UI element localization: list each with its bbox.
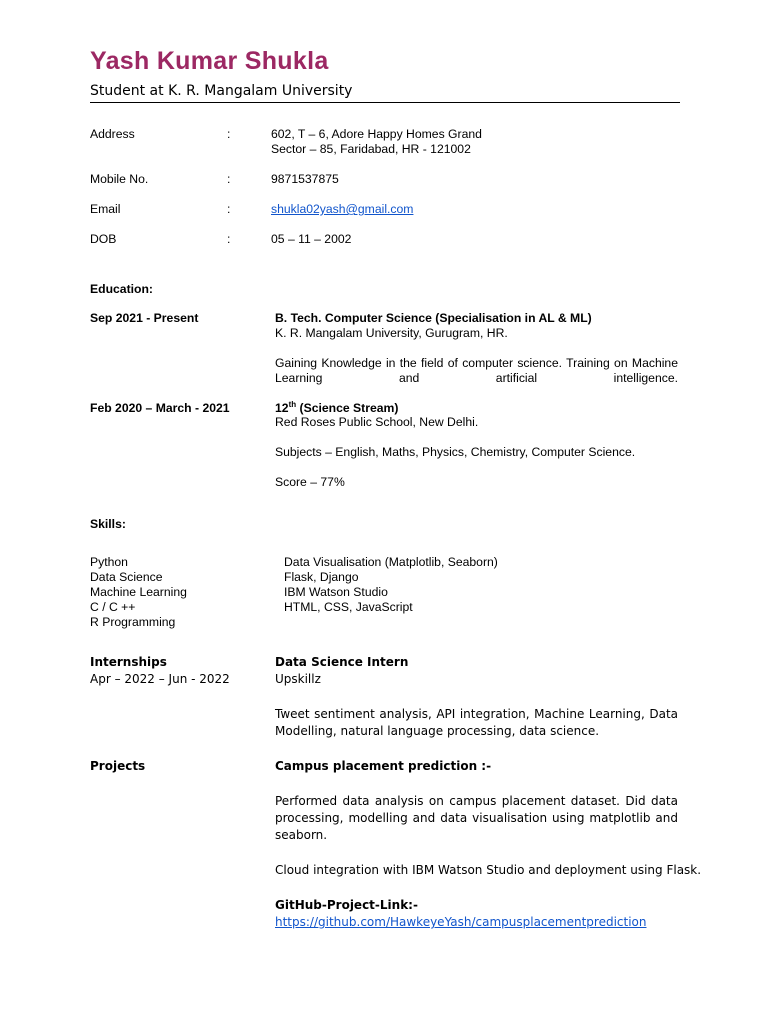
project-title: Campus placement prediction :- [275,759,492,773]
address-label: Address [90,127,135,141]
internship-company: Upskillz [275,672,321,686]
mobile-value: 9871537875 [271,172,339,186]
internship-role: Data Science Intern [275,655,409,669]
education-description-1: Gaining Knowledge in the field of computer science. Training on Machine Learning and artificial intelligence. [275,356,678,385]
project-cloud-note: Cloud integration with IBM Watson Studio and deployment using Flask. [275,863,702,877]
github-project-link[interactable]: https://github.com/HawkeyeYash/campusplacementprediction [275,915,647,929]
education-institution-1: K. R. Mangalam University, Gurugram, HR. [275,326,508,340]
skills-heading: Skills: [90,517,126,531]
skill-right-item: Data Visualisation (Matplotlib, Seaborn) [284,555,498,569]
address-colon: : [227,127,231,141]
address-line-1: 602, T – 6, Adore Happy Homes Grand [271,127,482,141]
skill-left-item: C / C ++ [90,600,136,614]
education-heading: Education: [90,282,153,296]
internship-description: Tweet sentiment analysis, API integration, Machine Learning, Data Modelling, natural language processing, data science. [275,707,678,738]
skill-left-item: Data Science [90,570,163,584]
superscript-th: th [288,399,297,409]
address-line-2: Sector – 85, Faridabad, HR - 121002 [271,142,471,156]
header-divider [90,102,680,103]
dob-colon: : [227,232,231,246]
education-title-1: B. Tech. Computer Science (Specialisation in AL & ML) [275,311,592,325]
dob-value: 05 – 11 – 2002 [271,232,352,246]
skill-left-item: Python [90,555,128,569]
skill-right-item: Flask, Django [284,570,359,584]
skill-right-item: IBM Watson Studio [284,585,388,599]
education-score: Score – 77% [275,475,345,489]
project-description: Performed data analysis on campus placement dataset. Did data processing, modelling and data visualisation using matplotlib and seaborn. [275,794,678,842]
education-subjects: Subjects – English, Maths, Physics, Chemistry, Computer Science. [275,445,636,459]
skill-right-item: HTML, CSS, JavaScript [284,600,413,614]
internship-period: Apr – 2022 – Jun - 2022 [90,672,230,686]
education-period-1: Sep 2021 - Present [90,311,199,325]
internships-heading: Internships [90,655,167,669]
mobile-colon: : [227,172,231,186]
education-title-2: 12th (Science Stream) [275,399,399,415]
candidate-name: Yash Kumar Shukla [90,47,329,75]
email-link[interactable]: shukla02yash@gmail.com [271,202,414,216]
email-label: Email [90,202,121,216]
candidate-subtitle: Student at K. R. Mangalam University [90,83,353,99]
mobile-label: Mobile No. [90,172,149,186]
education-period-2: Feb 2020 – March - 2021 [90,401,230,415]
dob-label: DOB [90,232,117,246]
project-link-label: GitHub-Project-Link:- [275,898,418,912]
email-colon: : [227,202,231,216]
skill-left-item: Machine Learning [90,585,187,599]
projects-heading: Projects [90,759,146,773]
skill-left-item: R Programming [90,615,176,629]
education-institution-2: Red Roses Public School, New Delhi. [275,415,479,429]
